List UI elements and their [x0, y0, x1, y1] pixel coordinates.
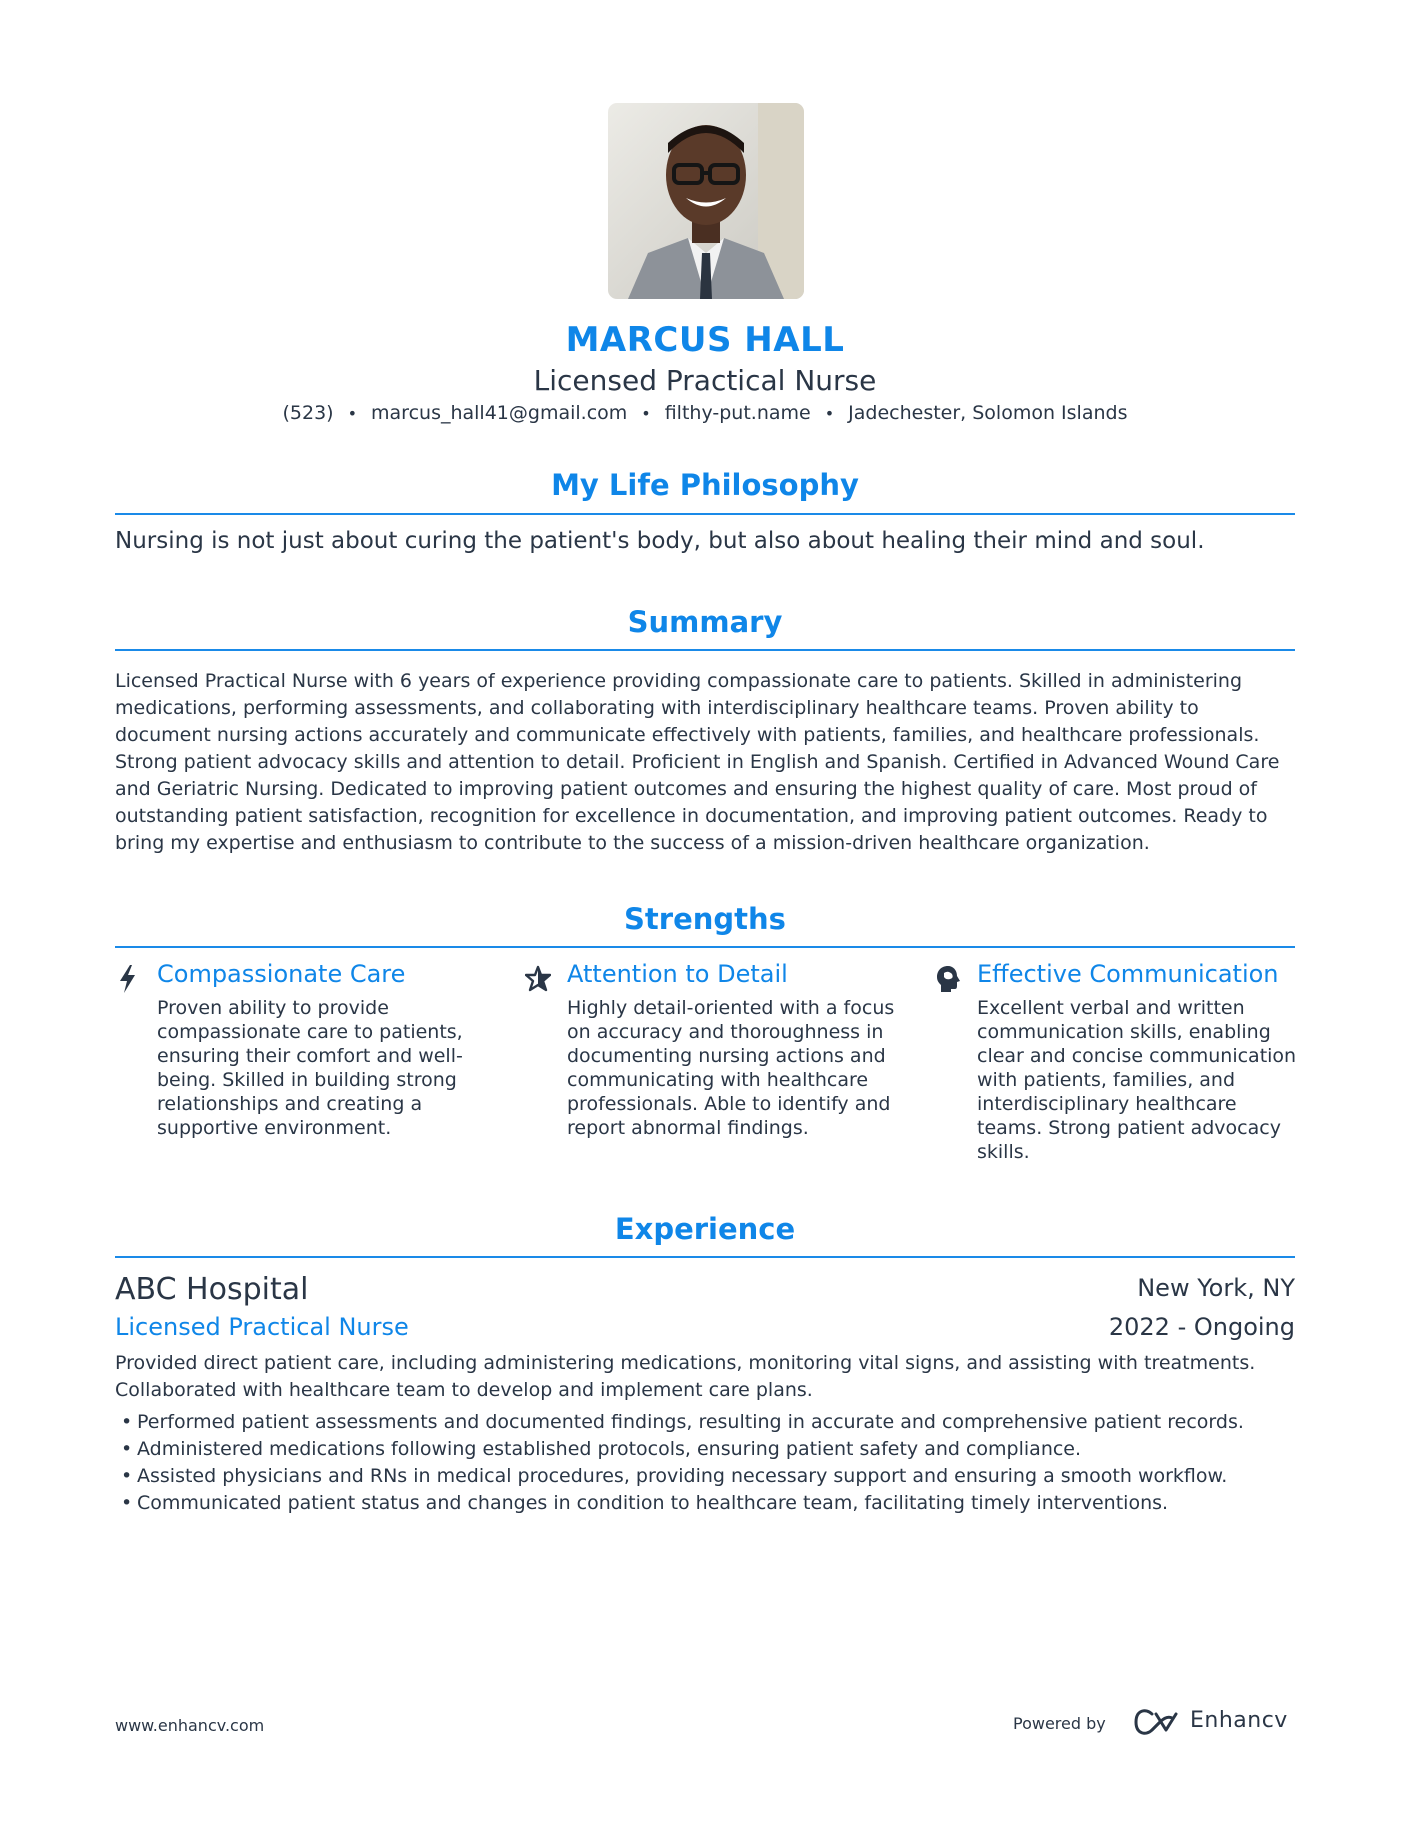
head-brain-icon [935, 964, 961, 994]
list-item: • Performed patient assessments and documented findings, resulting in accurate and comprehensive patient records. [121, 1411, 1244, 1433]
section-divider [115, 946, 1295, 948]
section-title-experience: Experience [614, 1212, 796, 1246]
bullet-text: Administered medications following established protocols, ensuring patient safety and compliance. [137, 1438, 1082, 1460]
bullet-text: Assisted physicians and RNs in medical procedures, providing necessary support and ensuring a smooth workflow. [137, 1465, 1228, 1487]
footer-url[interactable]: www.enhancv.com [115, 1716, 265, 1735]
section-title-strengths: Strengths [624, 902, 786, 936]
section-divider [115, 513, 1295, 515]
footer-powered-by: Powered by [1013, 1714, 1106, 1733]
experience-bullets [115, 1409, 1295, 1517]
experience-description: Provided direct patient care, including administering medications, monitoring vital signs, and assisting with treatments. Collaborated with healthcare team to develop and implement care plans. [115, 1352, 1256, 1401]
lightning-bolt-icon [115, 964, 141, 994]
summary-text: Licensed Practical Nurse with 6 years of experience providing compassionate care to patients. Skilled in administering medications, performing assessments, and collaborating with interdisciplinary healthcare teams. Proven ability to document nursing actions accurately and communicate effectively with patients, families, and healthcare professionals. Strong patient advocacy skills and attention to detail. Proficient in English and Spanish. Certified in Advanced Wound Care and Geriatric Nursing. Dedicated to improving patient outcomes and ensuring the highest quality of care. Most proud of outstanding patient satisfaction, recognition for excellence in documentation, and improving patient outcomes. Ready to bring my expertise and enthusiasm to contribute to the success of a mission-driven healthcare organization. [115, 670, 1280, 854]
section-title-summary: Summary [627, 605, 783, 639]
separator-dot: • [347, 403, 358, 423]
contact-line [115, 402, 1295, 424]
strength-description: Highly detail-oriented with a focus on accuracy and thoroughness in documenting nursing actions and communicating with healthcare professionals. Able to identify and report abnormal findings. [567, 997, 895, 1139]
contact-email[interactable]: marcus_hall41@gmail.com [371, 402, 628, 424]
philosophy-text: Nursing is not just about curing the patient's body, but also about healing their mind and soul. [115, 528, 1205, 554]
strength-description: Proven ability to provide compassionate care to patients, ensuring their comfort and well-being. Skilled in building strong relationships and creating a supportive environment. [157, 997, 463, 1139]
list-item: • Administered medications following established protocols, ensuring patient safety and compliance. [121, 1438, 1082, 1460]
section-divider [115, 649, 1295, 651]
experience-location: New York, NY [1137, 1274, 1295, 1302]
strength-title: Effective Communication [977, 960, 1279, 988]
profile-photo [608, 103, 804, 299]
section-title-philosophy: My Life Philosophy [551, 468, 859, 502]
experience-company: ABC Hospital [115, 1272, 309, 1307]
list-item: • Assisted physicians and RNs in medical procedures, providing necessary support and ensuring a smooth workflow. [121, 1465, 1228, 1487]
candidate-title: Licensed Practical Nurse [533, 364, 877, 397]
footer-brand[interactable]: Enhancv [1190, 1708, 1288, 1733]
bullet-text: Performed patient assessments and documented findings, resulting in accurate and comprehensive patient records. [137, 1411, 1244, 1433]
strengths-grid [115, 960, 1295, 1180]
contact-location: Jadechester, Solomon Islands [848, 402, 1128, 424]
separator-dot: • [641, 403, 651, 423]
separator-dot: • [824, 403, 835, 423]
candidate-name: MARCUS HALL [565, 320, 845, 360]
enhancv-logo-icon [1132, 1708, 1180, 1736]
bullet-text: Communicated patient status and changes in condition to healthcare team, facilitating timely interventions. [137, 1492, 1169, 1514]
contact-website[interactable]: filthy-put.name [664, 402, 811, 424]
strength-description: Excellent verbal and written communication skills, enabling clear and concise communication with patients, families, and interdisciplinary healthcare teams. Strong patient advocacy skills. [977, 997, 1297, 1163]
contact-phone[interactable]: (523) [282, 402, 334, 424]
star-icon [525, 964, 551, 994]
experience-dates: 2022 - Ongoing [1108, 1313, 1295, 1341]
list-item: • Communicated patient status and changes in condition to healthcare team, facilitating timely interventions. [121, 1492, 1169, 1514]
experience-role: Licensed Practical Nurse [115, 1313, 409, 1341]
strength-title: Attention to Detail [567, 960, 788, 988]
section-divider [115, 1256, 1295, 1258]
strength-title: Compassionate Care [157, 960, 406, 988]
